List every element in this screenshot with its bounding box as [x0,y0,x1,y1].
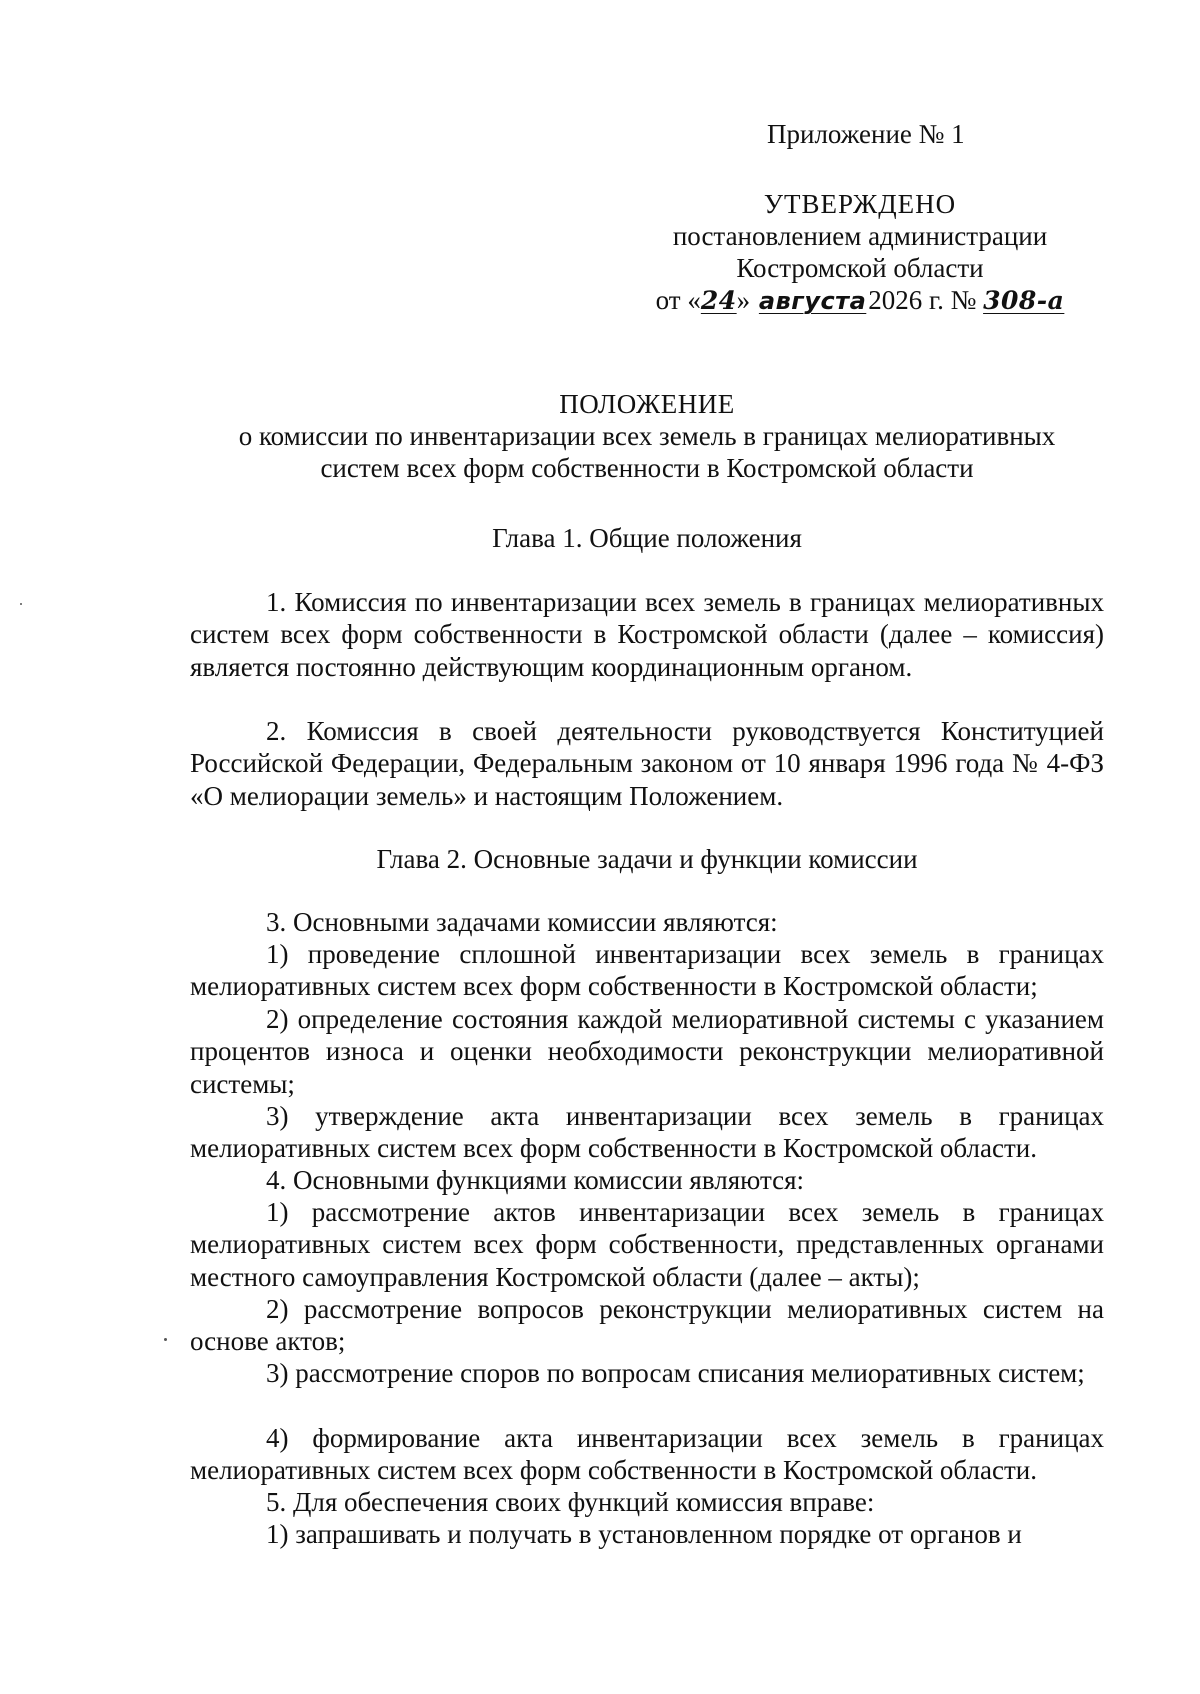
paragraph-1: 1. Комиссия по инвентаризации всех земель в границах мелиоративных систем всех форм собственности в Костромской области (далее – комиссия) является постоянно действующим координационным органом. [190,587,1104,682]
approval-block [640,188,1080,317]
paragraph-2: 2. Комиссия в своей деятельности руководствуется Конституцией Российской Федерации, Федеральным законом от 10 января 1996 года № 4-ФЗ «О мелиорации земель» и настоящим Положением. [190,716,1104,811]
paragraph-4: 4. Основными функциями комиссии являются: [266,1165,804,1195]
paragraph-5: 5. Для обеспечения своих функций комиссия вправе: [266,1487,875,1517]
paragraph-3-item-2: 2) определение состояния каждой мелиоративной системы с указанием процентов износа и оценки необходимости реконструкции мелиоративной системы; [190,1004,1104,1099]
paragraph-4-item-1: 1) рассмотрение актов инвентаризации всех земель в границах мелиоративных систем всех форм собственности, представленных органами местного самоуправления Костромской области (далее – акты); [190,1197,1104,1292]
chapter-2-heading: Глава 2. Основные задачи и функции комиссии [376,844,918,874]
date-prefix: от « [655,285,701,315]
paragraph-4-item-3: 3) рассмотрение споров по вопросам списания мелиоративных систем; [266,1358,1085,1388]
scan-speck [164,1338,167,1341]
title-heading: ПОЛОЖЕНИЕ [559,389,735,419]
title-subtitle-line-2: систем всех форм собственности в Костромской области [320,453,974,483]
date-mid: » [736,285,751,315]
approval-date-line [640,284,1080,317]
title-subtitle-line-1: о комиссии по инвентаризации всех земель в границах мелиоративных [238,421,1056,451]
approved-by-line-2: Костромской области [736,253,984,283]
scan-speck [20,603,22,605]
paragraph-4-item-4: 4) формирование акта инвентаризации всех земель в границах мелиоративных систем всех форм собственности в Костромской области. [190,1423,1104,1486]
doc-number-handwritten: 308-а [983,286,1065,315]
paragraph-3: 3. Основными задачами комиссии являются: [266,907,778,937]
paragraph-4-item-2: 2) рассмотрение вопросов реконструкции мелиоративных систем на основе актов; [190,1294,1104,1357]
document-title [160,388,1134,484]
paragraph-3-item-1: 1) проведение сплошной инвентаризации всех земель в границах мелиоративных систем всех форм собственности в Костромской области; [190,939,1104,1002]
paragraph-3-item-3: 3) утверждение акта инвентаризации всех земель в границах мелиоративных систем всех форм собственности в Костромской области. [190,1101,1104,1164]
paragraph-5-item-1: 1) запрашивать и получать в установленном порядке от органов и [266,1519,1022,1549]
date-year: 2026 г. № [868,285,977,315]
approved-stamp-text: УТВЕРЖДЕНО [763,189,957,219]
annex-label: Приложение № 1 [767,119,965,149]
chapter-1-heading: Глава 1. Общие положения [492,523,802,553]
date-month-handwritten: августа [758,287,867,315]
approved-by-line-1: постановлением администрации [672,221,1048,251]
date-day-handwritten: 24 [700,286,737,315]
